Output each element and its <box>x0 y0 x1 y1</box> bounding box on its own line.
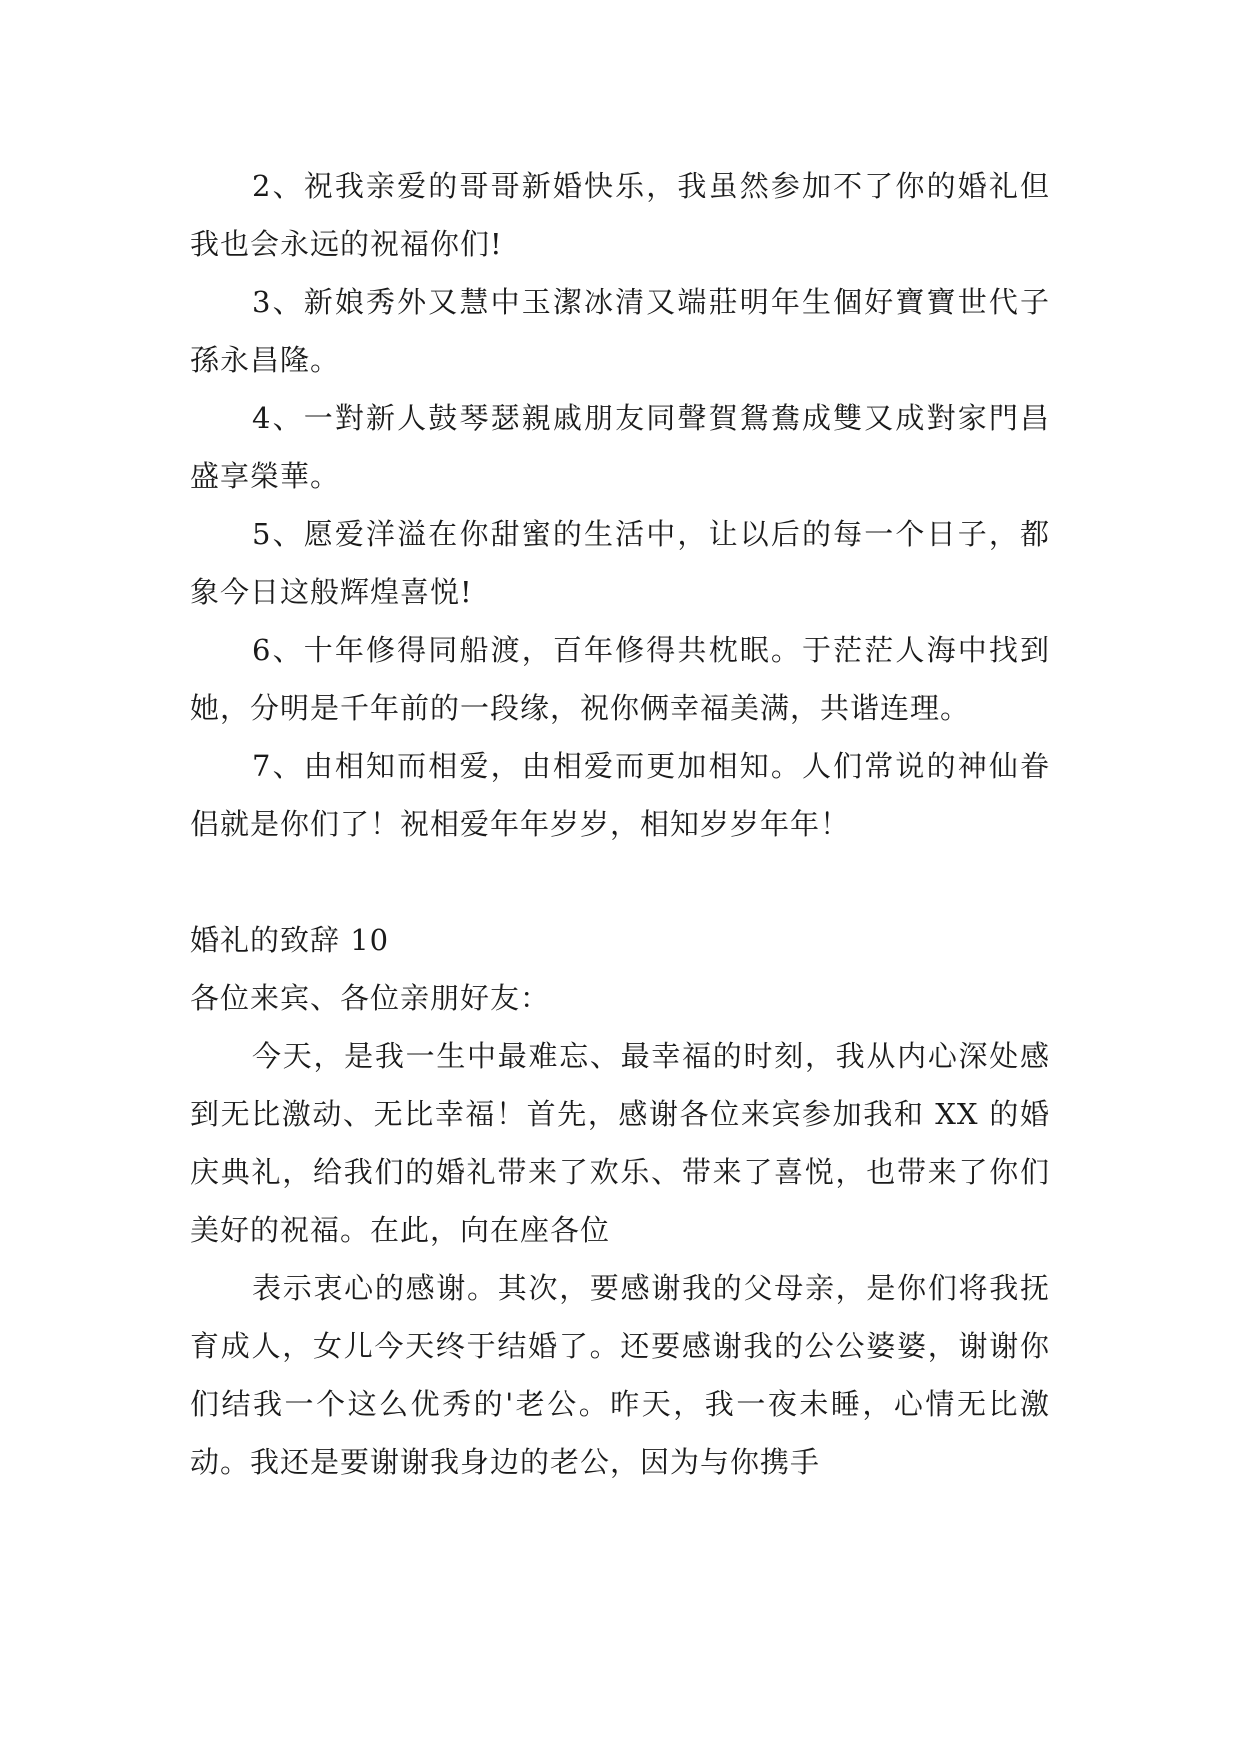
blessing-paragraph: 7、由相知而相爱，由相爱而更加相知。人们常说的神仙眷侣就是你们了！祝相爱年年岁岁，相知岁岁年年！ <box>190 749 1050 841</box>
blessing-paragraph: 5、愿爱洋溢在你甜蜜的生活中，让以后的每一个日子，都象今日这般辉煌喜悦! <box>190 517 1050 609</box>
section-spacer <box>190 853 1050 911</box>
document-body <box>190 157 1050 1491</box>
section-title: 婚礼的致辞 10 <box>190 923 390 957</box>
blessing-paragraph: 4、一對新人鼓琴瑟親戚朋友同聲賀鴛鴦成雙又成對家門昌盛享榮華。 <box>190 401 1050 493</box>
blessing-paragraph: 2、祝我亲爱的哥哥新婚快乐，我虽然参加不了你的婚礼但我也会永远的祝福你们! <box>190 169 1050 261</box>
speech-paragraph: 表示衷心的感谢。其次，要感谢我的父母亲，是你们将我抚育成人，女儿今天终于结婚了。还要感谢我的公公婆婆，谢谢你们结我一个这么优秀的'老公。昨天，我一夜未睡，心情无比激动。我还是要谢谢我身边的老公，因为与你携手 <box>190 1271 1050 1479</box>
blessing-paragraph: 6、十年修得同船渡，百年修得共枕眠。于茫茫人海中找到她，分明是千年前的一段缘，祝你俩幸福美满，共谐连理。 <box>190 633 1050 725</box>
speech-greeting: 各位来宾、各位亲朋好友： <box>190 981 551 1015</box>
blessing-paragraph: 3、新娘秀外又慧中玉潔冰清又端莊明年生個好寶寶世代子孫永昌隆。 <box>190 285 1050 377</box>
speech-paragraph: 今天，是我一生中最难忘、最幸福的时刻，我从内心深处感到无比激动、无比幸福！首先，感谢各位来宾参加我和 XX 的婚庆典礼，给我们的婚礼带来了欢乐、带来了喜悦，也带来了你们美好的祝福。在此，向在座各位 <box>190 1039 1050 1247</box>
